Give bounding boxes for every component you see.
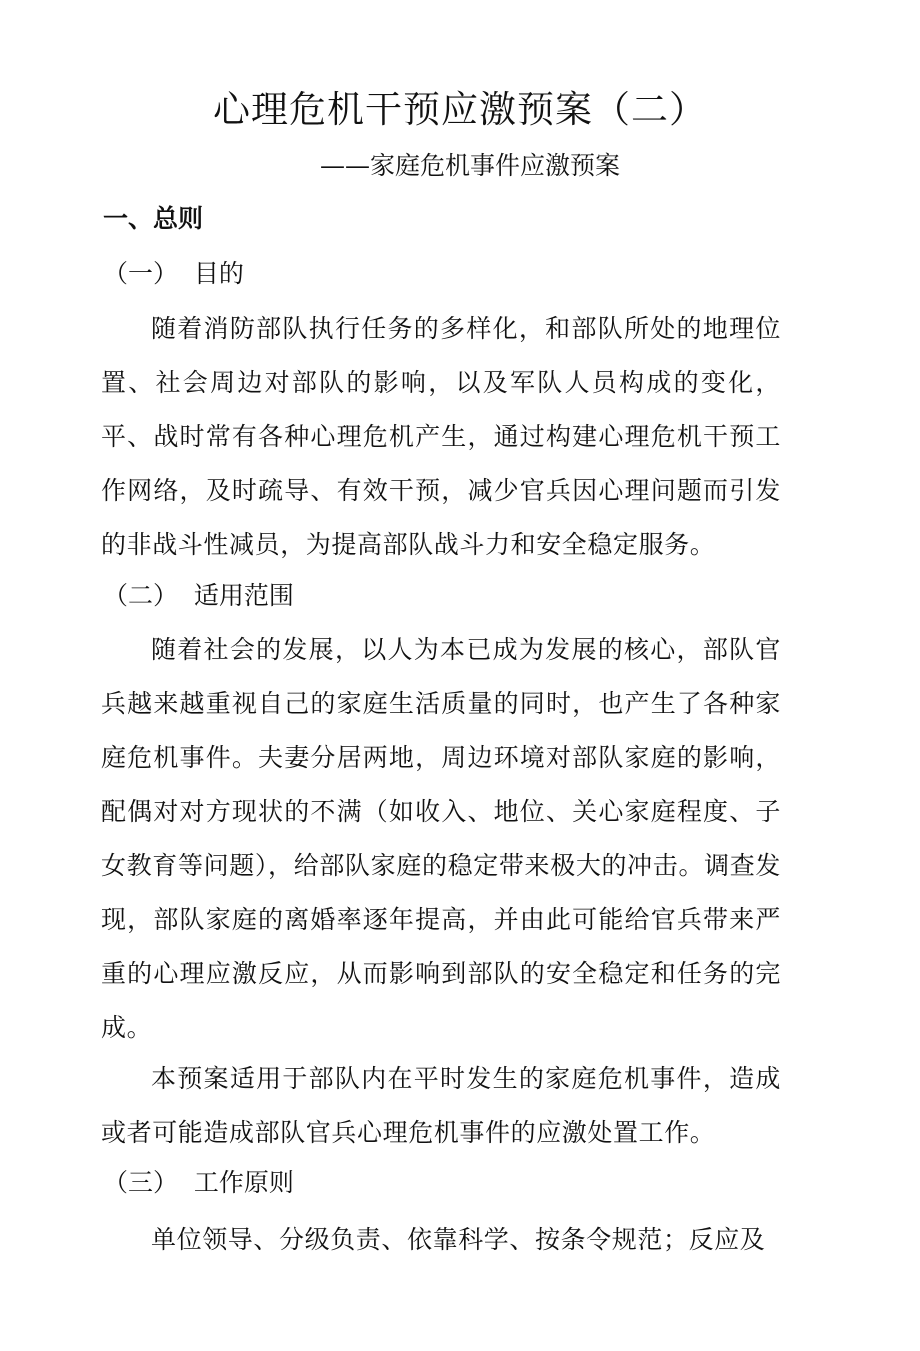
- paragraph-scope-2: 本预案适用于部队内在平时发生的家庭危机事件，造成或者可能造成部队官兵心理危机事件的应激处置工作。: [101, 1064, 781, 1147]
- paragraph-scope-1: 随着社会的发展，以人为本已成为发展的核心，部队官兵越来越重视自己的家庭生活质量的同时，也产生了各种家庭危机事件。夫妻分居两地，周边环境对部队家庭的影响，配偶对对方现状的不满（如收入、地位、关心家庭程度、子女教育等问题），给部队家庭的稳定带来极大的冲击。调查发现，部队家庭的离婚率逐年提高，并由此可能给官兵带来严重的心理应激反应，从而影响到部队的安全稳定和任务的完成。: [101, 635, 781, 1042]
- paragraph-principles: 单位领导、分级负责、依靠科学、按条令规范；反应及: [151, 1225, 766, 1254]
- subsection-heading-principles: （三） 工作原则: [103, 1168, 294, 1197]
- subsection-heading-scope: （二） 适用范围: [103, 581, 294, 610]
- section-heading-general: 一、总则: [103, 204, 204, 233]
- paragraph-purpose: 随着消防部队执行任务的多样化，和部队所处的地理位置、社会周边对部队的影响，以及军队人员构成的变化，平、战时常有各种心理危机产生，通过构建心理危机干预工作网络，及时疏导、有效干预，减少官兵因心理问题而引发的非战斗性减员，为提高部队战斗力和安全稳定服务。: [101, 314, 781, 559]
- document-subtitle: ——家庭危机事件应激预案: [319, 151, 620, 180]
- subsection-heading-purpose: （一） 目的: [103, 259, 244, 288]
- document-title: 心理危机干预应激预案（二）: [213, 88, 707, 131]
